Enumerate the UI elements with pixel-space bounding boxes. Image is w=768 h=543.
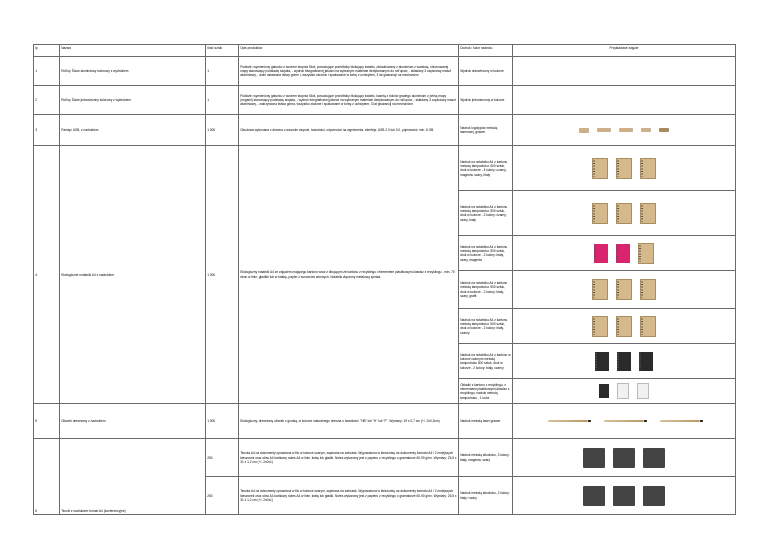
cell-kolor: Nadruk metodą sitodruku, 3 kolory: biały, magenta, szary xyxy=(459,439,513,477)
notebook-image xyxy=(637,383,649,399)
pencil-image xyxy=(548,420,588,422)
cell-ilosc: 1 xyxy=(206,86,239,115)
cell-photo xyxy=(513,439,736,477)
cell-kolor: Wydruk drzewieczny w kolorze xyxy=(459,57,513,86)
cell-photo xyxy=(513,404,736,439)
cell-photo xyxy=(513,477,736,515)
folder-image xyxy=(583,486,605,506)
notebook-image xyxy=(616,203,632,224)
cell-nazwa: Ekologiczne notatniki A4 z nadrukiem xyxy=(60,146,206,404)
cell-photo xyxy=(513,271,736,309)
notebook-image xyxy=(599,384,609,398)
product-table xyxy=(33,44,736,515)
cell-opis: Ekologiczny notatnik A4 ze zdjęciem mającego kartonu wraz z dbującym że kartonu z recyklingu i elementem plastikowym-klawisz z recyklingu - min. 70 stron w linie, gładkie lub w kratkę, papier z surowców wtórnych. Notatnik złączony metalową spirala. xyxy=(239,146,459,404)
cell-photo xyxy=(513,191,736,236)
notebook-image xyxy=(616,244,630,263)
cell-photo xyxy=(513,57,736,86)
notebook-image xyxy=(639,352,653,371)
cell-variant: Nadruk na notatniku A4 z kartonu metodą tampodruku: 500 sztuk, druk w kolorze - 2 kolory: biały, szary, magenta xyxy=(459,236,513,271)
cell-nazwa: Teczki z nadrukiem format A4 (konferencyjne) xyxy=(60,439,206,515)
table-row xyxy=(34,86,736,115)
usb-drive-image xyxy=(619,128,633,132)
cell-variant: Nadruk na notatniku A4 z kartonu metodą tampodruku: 500 sztuk, druk w kolorze - 2 kolory: biały, czarny xyxy=(459,309,513,344)
table-row xyxy=(34,439,736,477)
usb-drive-image xyxy=(659,128,669,132)
header-row xyxy=(34,45,736,57)
cell-opis: Teczka A4 na dokumenty oprawiona w filc w kolorze szarym, zapinana na zatrzask. Wyposażona w kieszonkę na dokumenty formatu A4 i 2 mniejszych kieszonek oraz ołów A4 kartkowy notes A4 w linie, kratę lub gładki. Notes wykonany jest z papieru z recyklingu o gramaturze 60-90 g/m². Wymiary: 25,5 x 31 x 1,2 cm (+/- 2x0x1) xyxy=(239,439,459,477)
table-row xyxy=(34,146,736,191)
folder-image xyxy=(613,486,635,506)
specification-sheet xyxy=(33,44,735,515)
cell-variant: Nadruk na notatniku A4 z kartonu metodą tampodruku: 500 sztuk, druk w kolorze - 2 kolory: czarny, szary, biały xyxy=(459,191,513,236)
cell-variant: Nadruk na notatniku A4 z kartonu w kolorze czarnym metodą tampodruku 500 sztuk, druk w kolorze - 2 kolory: biały, czarny xyxy=(459,344,513,379)
cell-ilosc: 1 000 xyxy=(206,404,239,439)
notebook-image xyxy=(617,383,629,399)
cell-variant: Okładki z kartonu z recyklingu, z elementami plastikowymi-klawisz z recyklingu, nadruk metodą tampodruku - 1 kolor xyxy=(459,379,513,404)
cell-opis: Ekologiczny, drewniany ołówek z gumką, w kolorze naturalnego drewna o twardości: "HB" lub "H" lub "F". Wymiary: 19 x 0,7 cm (+/- 2x0,3cm) xyxy=(239,404,459,439)
pencil-image xyxy=(660,420,700,422)
cell-ilosc: 1 xyxy=(206,57,239,86)
notebook-image xyxy=(616,316,632,337)
cell-lp: 6 xyxy=(34,439,60,515)
header-opis: Opis produktów xyxy=(239,45,459,57)
notebook-image xyxy=(592,316,608,337)
cell-lp: 3 xyxy=(34,115,60,146)
cell-opis: Podłoże: wymieniony gatunku z wzorem stopnia Skół, powodujące przeźlistky blokujący światło, zlokalnowany z aluminium z warstwą, chronowanej mapy stanowiący podstawę stojaka, - wydruk fotograficznej jakości na wybranym materiale dedykowanym do roll'upów, - składany 3 częściowy maszt aluminiowy, - dwie ustawiane listwy górne i, wszystko złożone i spakowane w torbę z uchwytem, 3 lat gwarancji na mechanizm xyxy=(239,57,459,86)
notebook-image xyxy=(616,158,632,179)
cell-photo xyxy=(513,309,736,344)
header-kolor: Dodruk / kolor nadruku xyxy=(459,45,513,57)
pencil-image xyxy=(604,420,644,422)
notebook-image xyxy=(592,203,608,224)
cell-kolor: Wydruk jednostronny w kolorze xyxy=(459,86,513,115)
folder-image xyxy=(643,486,665,506)
header-lp: lp xyxy=(34,45,60,57)
folder-image xyxy=(643,448,665,468)
notebook-image xyxy=(640,279,656,300)
notebook-image xyxy=(592,279,608,300)
cell-nazwa: Ołówek drewniany z nadrukiem xyxy=(60,404,206,439)
notebook-image xyxy=(640,316,656,337)
cell-kolor: Nadruk metodą sitodruku, 2 kolory: biały i szary xyxy=(459,477,513,515)
cell-nazwa: Pamięć USB, z nadrukiem xyxy=(60,115,206,146)
cell-lp: 5 xyxy=(34,404,60,439)
cell-lp: 1 xyxy=(34,57,60,86)
notebook-image xyxy=(640,158,656,179)
cell-opis: Teczka A4 na dokumenty oprawiona w filc w kolorze szarym, zapinana na zatrzask. Wyposażona w kieszonkę na dokumenty formatu A4 i 2 mniejszych kieszonek oraz ołów A4 kartkowy notes A4 w linie, kratę lub gładki. Notes wykonany jest z papieru z recyklingu o gramaturze 60-90 g/m². Wymiary: 25,5 x 31 x 1,2 cm (+/- 2x0x1) xyxy=(239,477,459,515)
cell-nazwa: Roll'up Ścian aluminiowy kolorowy z wydrukiem xyxy=(60,57,206,86)
cell-lp: 2 xyxy=(34,86,60,115)
cell-ilosc: 1 000 xyxy=(206,146,239,404)
cell-photo xyxy=(513,344,736,379)
cell-ilosc: 1 000 xyxy=(206,115,239,146)
cell-lp: 4 xyxy=(34,146,60,404)
usb-drive-image xyxy=(579,128,589,133)
cell-kolor: Nadruk metodą laser grawer xyxy=(459,404,513,439)
table-row xyxy=(34,57,736,86)
notebook-image xyxy=(616,279,632,300)
cell-kolor: Nadruk logotypów metodą laserowej, grawer xyxy=(459,115,513,146)
cell-photo xyxy=(513,115,736,146)
cell-photo xyxy=(513,146,736,191)
header-zdjecie: Przykładowe zdjęcie xyxy=(513,45,736,57)
usb-drive-image xyxy=(641,128,651,132)
cell-ilosc: 250 xyxy=(206,439,239,477)
notebook-image xyxy=(640,203,656,224)
cell-photo xyxy=(513,379,736,404)
cell-photo xyxy=(513,236,736,271)
notebook-image xyxy=(592,158,608,179)
notebook-image xyxy=(594,244,608,263)
cell-nazwa: Roll'up Ścian jednostronny kolorowy z wydrukiem xyxy=(60,86,206,115)
header-nazwa: Nazwa xyxy=(60,45,206,57)
table-row xyxy=(34,404,736,439)
usb-drive-image xyxy=(597,128,611,132)
cell-ilosc: 250 xyxy=(206,477,239,515)
cell-variant: Nadruk na notatniku A4 z kartonu metodą tampodruku: 500 sztuk, druk w kolorze - 2 kolory: biały, szary, grafit xyxy=(459,271,513,309)
notebook-image xyxy=(595,352,609,371)
cell-variant: Nadruk na notatniku A4 z kartonu metodą tampodruku: 500 sztuk, druk w kolorze - 4 kolory: czarny, magenta, szary, biały xyxy=(459,146,513,191)
notebook-image xyxy=(617,352,631,371)
cell-opis: Podłoże: wymieniony gatunku z wzorem stopnia Skół, powodujące przeźlistky blokujący światło, kasetą z boków gradego aluminium z pełną mapy (nogami) stanowiący podstawę stojaka, - wydruk fotograficznej jakości na wybranym materiale dedykowanym do roll'upów, - składany 3 częściowy maszt aluminiowy, - zakrzywiona listwa górna, wszystko złożone i spakowane w torbę z uchwytem, 3 lat gwarancji na mechanizm xyxy=(239,86,459,115)
header-ilosc: Ilość sztuk xyxy=(206,45,239,57)
folder-image xyxy=(583,448,605,468)
cell-opis: Obudowa wykonana z drewna o wzorzim stopnie, twardości, odporności na wgniecenia, interfejs: USB 2.0 lub 3.0, pojemność: min. 8 GB. xyxy=(239,115,459,146)
folder-image xyxy=(613,448,635,468)
usb-photos xyxy=(514,128,734,133)
cell-photo xyxy=(513,86,736,115)
notebook-image xyxy=(638,243,654,264)
table-row xyxy=(34,115,736,146)
